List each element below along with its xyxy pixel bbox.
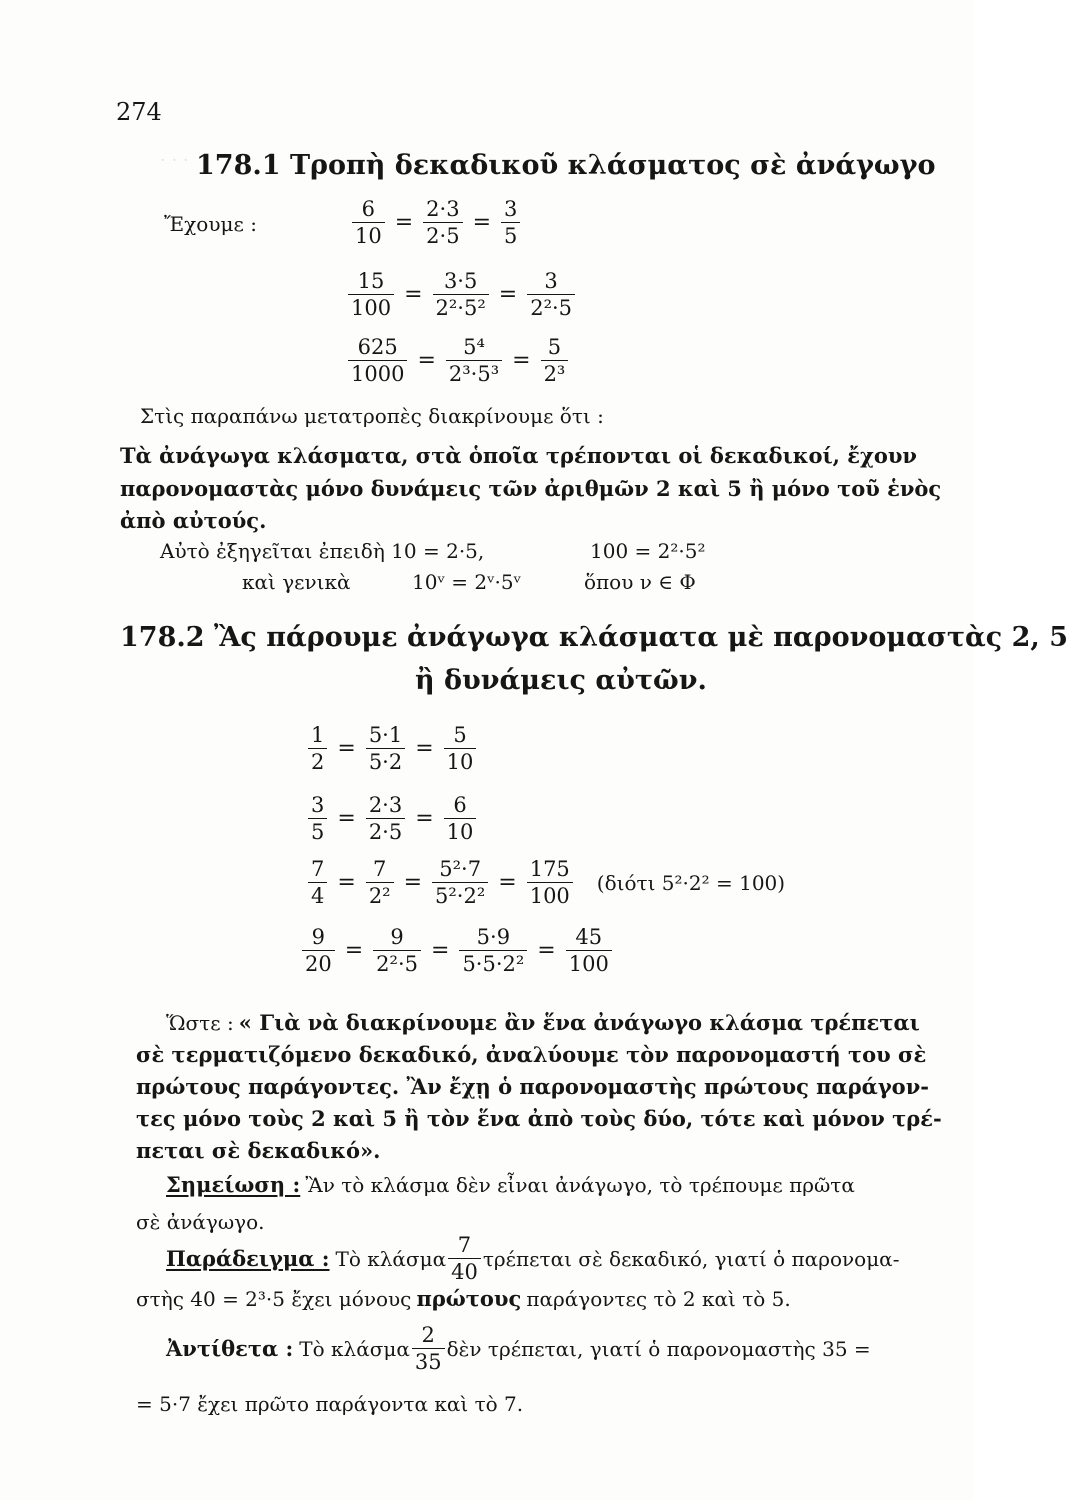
example-line-2a: στὴς 40 = 2³·5 ἔχει μόνους: [136, 1287, 412, 1311]
example-label: Παράδειγμα :: [166, 1246, 330, 1272]
rule-line-2: παρονομαστὰς μόνο δυνάμεις τῶν ἀριθμῶν 2 καὶ 5 ἢ μόνο τοῦ ἑνὸς: [120, 476, 942, 501]
note-text: Ἂν τὸ κλάσμα δὲν εἶναι ἀνάγωγο, τὸ τρέπουμε πρῶτα: [305, 1173, 855, 1197]
fraction: $\frac{5\cdot 9}{\text{5·5·2²}}$: [459, 924, 527, 978]
equation-d: $\frac{9}{20}$ = $\frac{9}{\text{2²·5}}$ = $\frac{5\cdot 9}{\text{5·5·2²}}$ = $\frac{45}{100}$: [300, 924, 614, 978]
so-line-4: τες μόνο τοὺς 2 καὶ 5 ἢ τὸν ἕνα ἀπὸ τοὺς δύο, τότε καὶ μόνον τρέ-: [136, 1106, 942, 1131]
example-line-2b: πρώτους: [416, 1286, 522, 1311]
so-line-3: πρώτους παράγοντες. Ἂν ἔχῃ ὁ παρονομαστὴς πρώτους παράγον-: [136, 1074, 929, 1099]
contra-line-1: [166, 1322, 871, 1376]
example-pre: Τὸ κλάσμα: [335, 1246, 447, 1271]
example-line-2c: παράγοντες τὸ 2 καὶ τὸ 5.: [526, 1287, 791, 1311]
fraction: $\frac{5}{\text{2³}}$: [541, 334, 569, 388]
fraction: $\frac{2\cdot 3}{2\cdot 5}$: [366, 792, 405, 846]
contra-post: δὲν τρέπεται, γιατί ὁ παρονομαστὴς 35 =: [446, 1336, 871, 1361]
fraction: $\frac{7}{\text{2²}}$: [366, 856, 394, 910]
example-post: τρέπεται σὲ δεκαδικό, γιατί ὁ παρονομα-: [482, 1246, 900, 1271]
fraction: $\frac{45}{100}$: [566, 924, 612, 978]
explain-line-2b: 10ᵛ = 2ᵛ·5ᵛ: [412, 570, 522, 594]
explain-line-2c: ὅπου ν ∈ Φ: [584, 570, 696, 594]
intro-text: Ἔχουμε :: [164, 212, 257, 236]
fraction: $\frac{625}{1000}$: [348, 334, 407, 388]
so-line-2: σὲ τερματιζόμενο δεκαδικό, ἀναλύουμε τὸν παρονομαστή του σὲ: [136, 1042, 927, 1067]
contra-line-2: = 5·7 ἔχει πρῶτο παράγοντα καὶ τὸ 7.: [136, 1392, 524, 1416]
example-fraction: $\frac{7}{40}$: [448, 1232, 481, 1286]
contra-fraction: $\frac{2}{35}$: [412, 1322, 445, 1376]
so-line-1: [166, 1010, 920, 1035]
equation-c-note: (διότι 5²·2² = 100): [596, 870, 786, 895]
page-number: 274: [116, 98, 162, 126]
equation-1: $\frac{6}{10}$ = $\frac{2\cdot 3}{2\cdot 5}$ = $\frac{3}{5}$: [350, 196, 522, 250]
fraction: $\frac{3\cdot 5}{\text{2²·5²}}$: [433, 268, 489, 322]
fraction: $\frac{175}{100}$: [527, 856, 573, 910]
fraction: $\frac{15}{100}$: [348, 268, 394, 322]
contra-label: Ἀντίθετα :: [166, 1336, 294, 1362]
explain-line-1b: 100 = 2²·5²: [590, 539, 706, 563]
explain-line-2a: καὶ γενικὰ: [242, 570, 351, 594]
so-text-1: « Γιὰ νὰ διακρίνουμε ἂν ἕνα ἀνάγωγο κλάσμα τρέπεται: [238, 1010, 920, 1035]
rule-line-3: ἀπὸ αὐτούς.: [120, 508, 267, 533]
so-line-5: πεται σὲ δεκαδικό».: [136, 1138, 381, 1163]
equation-2: $\frac{15}{100}$ = $\frac{3\cdot 5}{\text{2²·5²}}$ = $\frac{3}{\text{2²·5}}$: [346, 268, 577, 322]
contra-pre: Τὸ κλάσμα: [299, 1336, 410, 1361]
conclusion-intro: Στὶς παραπάνω μετατροπὲς διακρίνουμε ὅτι :: [140, 404, 604, 428]
fraction: $\frac{1}{2}$: [308, 722, 327, 776]
so-label: Ὥστε :: [166, 1011, 234, 1035]
example-line-2: [136, 1286, 791, 1311]
fraction: $\frac{3}{\text{2²·5}}$: [527, 268, 575, 322]
section-title-178-2-cont: ἢ δυνάμεις αὐτῶν.: [415, 665, 707, 696]
fraction: $\frac{7}{4}$: [308, 856, 327, 910]
bleed-through-text: · · ·: [160, 150, 189, 171]
equation-3: $\frac{625}{1000}$ = $\frac{\text{5⁴}}{\text{2³·5³}}$ = $\frac{5}{\text{2³}}$: [346, 334, 570, 388]
section-title-178-2: 178.2 Ἂς πάρουμε ἀνάγωγα κλάσματα μὲ παρονομαστὰς 2, 5: [120, 622, 1068, 653]
note-label: Σημείωση :: [166, 1172, 301, 1197]
rule-line-1: Τὰ ἀνάγωγα κλάσματα, στὰ ὁποῖα τρέπονται οἱ δεκαδικοί, ἔχουν: [120, 443, 917, 468]
fraction: $\frac{3}{5}$: [501, 196, 520, 250]
explain-line-1a: Αὐτὸ ἐξηγεῖται ἐπειδὴ 10 = 2·5,: [160, 539, 485, 563]
fraction: $\frac{6}{10}$: [352, 196, 385, 250]
equation-a: $\frac{1}{2}$ = $\frac{5\cdot 1}{5\cdot 2}$ = $\frac{5}{10}$: [306, 722, 478, 776]
section-title-178-1: 178.1 Τροπὴ δεκαδικοῦ κλάσματος σὲ ἀνάγωγο: [196, 150, 936, 181]
fraction: $\frac{6}{10}$: [444, 792, 477, 846]
equation-b: $\frac{3}{5}$ = $\frac{2\cdot 3}{2\cdot 5}$ = $\frac{6}{10}$: [306, 792, 478, 846]
fraction: $\frac{2\cdot 3}{2\cdot 5}$: [423, 196, 462, 250]
note-line-2: σὲ ἀνάγωγο.: [136, 1210, 265, 1234]
fraction: $\frac{\text{5²·7}}{\text{5²·2²}}$: [432, 856, 488, 910]
fraction: $\frac{3}{5}$: [308, 792, 327, 846]
equation-c: $\frac{7}{4}$ = $\frac{7}{\text{2²}}$ = $\frac{\text{5²·7}}{\text{5²·2²}}$ = $\frac{175}{100}$ (διότι 5²·2² = 100): [306, 856, 785, 910]
fraction: $\frac{5\cdot 1}{5\cdot 2}$: [366, 722, 405, 776]
fraction: $\frac{5}{10}$: [444, 722, 477, 776]
fraction: $\frac{9}{\text{2²·5}}$: [373, 924, 421, 978]
example-line-1: [166, 1232, 899, 1286]
note-line-1: [166, 1172, 855, 1197]
fraction: $\frac{\text{5⁴}}{\text{2³·5³}}$: [446, 334, 502, 388]
fraction: $\frac{9}{20}$: [302, 924, 335, 978]
